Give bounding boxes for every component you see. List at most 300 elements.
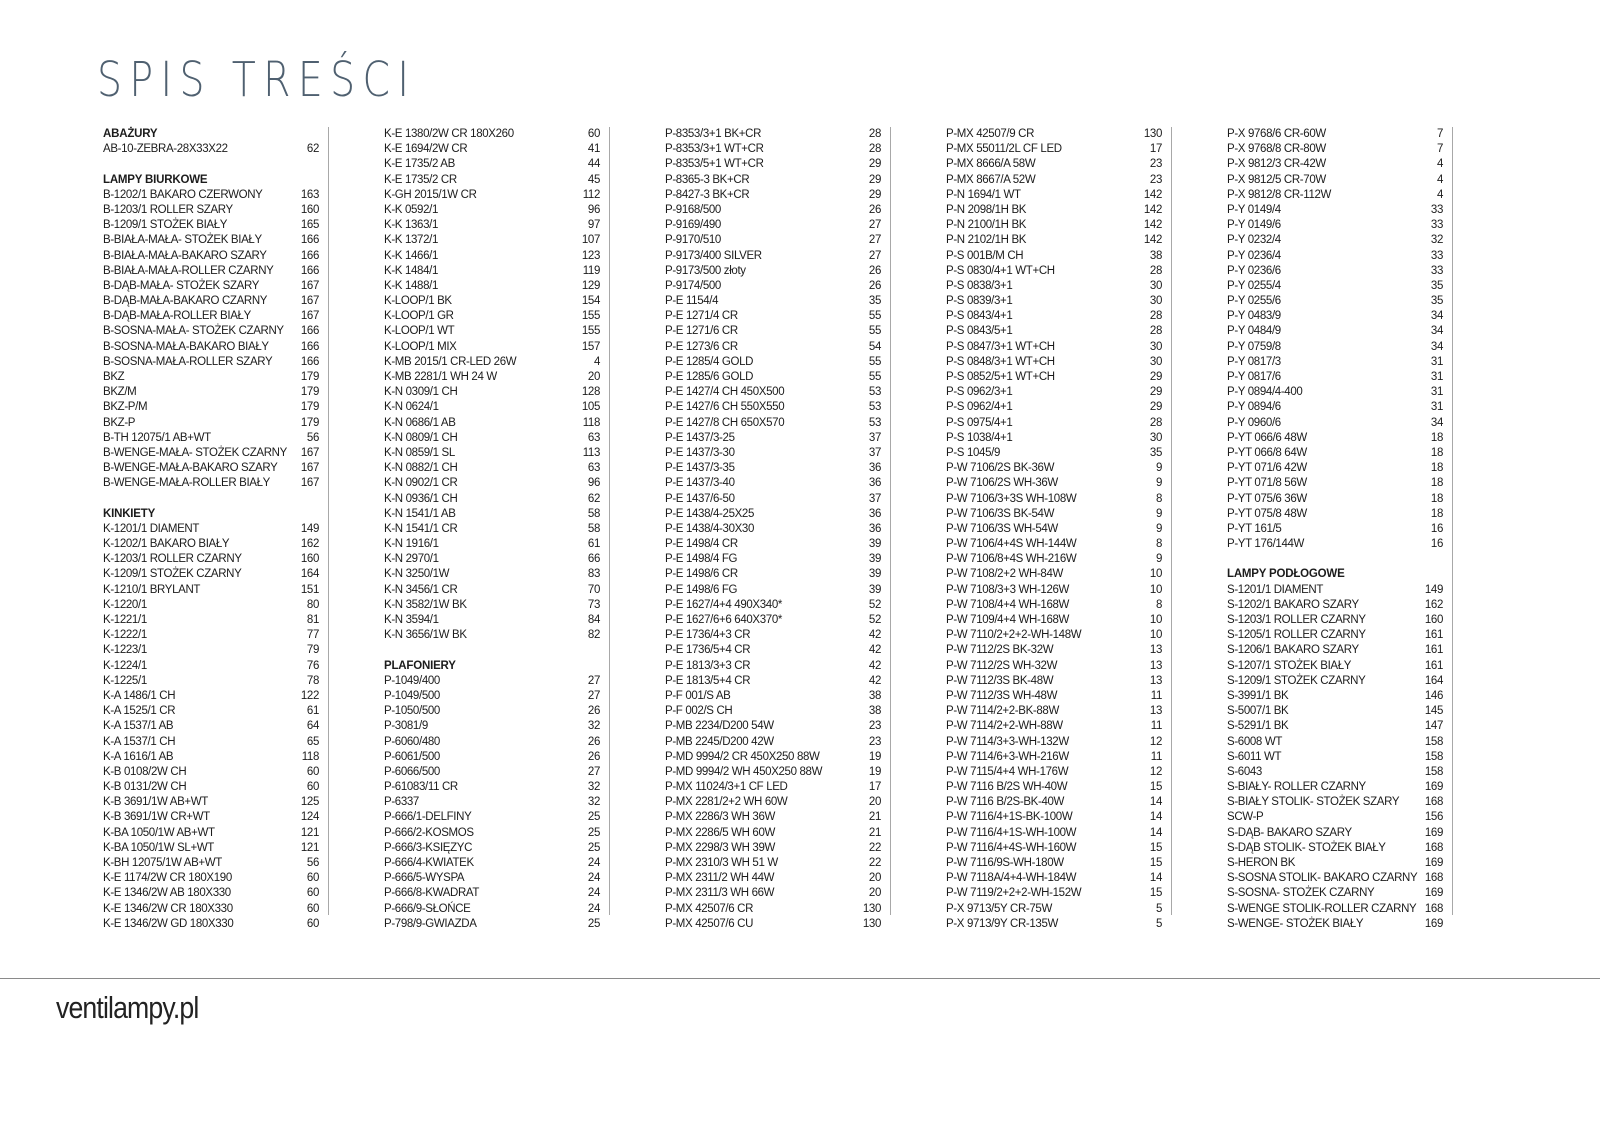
product-code: P-W 7112/3S BK-48W xyxy=(946,674,1054,687)
product-code: P-MX 8666/A 58W xyxy=(946,158,1036,171)
index-entry xyxy=(946,628,1162,643)
index-entry xyxy=(384,188,600,203)
index-entry xyxy=(665,233,881,248)
page-number: 164 xyxy=(1424,674,1443,687)
section-heading-label: ABAŻURY xyxy=(103,128,158,140)
page-number: 149 xyxy=(300,522,319,535)
index-entry xyxy=(1227,750,1443,765)
product-code: P-YT 066/8 64W xyxy=(1227,446,1307,459)
page-number: 142 xyxy=(1143,219,1162,232)
product-code: P-Y 0894/6 xyxy=(1227,401,1281,414)
product-code: K-GH 2015/1W CR xyxy=(384,188,477,201)
product-code: P-S 001B/M CH xyxy=(946,249,1024,262)
product-code: P-MX 11024/3+1 CF LED xyxy=(665,781,788,794)
index-entry xyxy=(665,917,881,932)
product-code: P-6060/480 xyxy=(384,735,440,748)
product-code: P-MX 42507/9 CR xyxy=(946,128,1035,140)
page-number: 60 xyxy=(587,128,600,140)
page-number: 20 xyxy=(587,371,600,383)
index-entry xyxy=(1227,902,1443,917)
product-code: P-MX 2281/2+2 WH 60W xyxy=(665,796,788,809)
index-column xyxy=(103,127,319,932)
product-code: K-E 1694/2W CR xyxy=(384,143,468,156)
product-code: P-S 0847/3+1 WT+CH xyxy=(946,340,1055,353)
product-code: P-YT 176/144W xyxy=(1227,538,1305,551)
page-number: 163 xyxy=(300,188,319,201)
index-entry xyxy=(384,400,600,415)
index-entry xyxy=(946,370,1162,385)
page-number: 7 xyxy=(1436,128,1443,140)
page-number: 27 xyxy=(587,689,600,702)
index-entry xyxy=(1227,127,1443,142)
section-heading xyxy=(384,659,600,674)
product-code: S-5291/1 BK xyxy=(1227,720,1289,733)
index-entry xyxy=(384,127,600,142)
page-number: 4 xyxy=(1436,188,1443,201)
footer-divider xyxy=(0,978,1600,979)
product-code: K-A 1537/1 AB xyxy=(103,720,174,733)
product-code: K-K 1484/1 xyxy=(384,264,439,277)
product-code: P-W 7112/2S BK-32W xyxy=(946,644,1054,657)
index-entry xyxy=(1227,765,1443,780)
index-entry xyxy=(665,567,881,582)
index-entry xyxy=(665,264,881,279)
product-code: B-WENGE-MAŁA-BAKARO SZARY xyxy=(103,462,278,475)
product-code: K-1223/1 xyxy=(103,644,147,657)
product-code: P-Y 0236/6 xyxy=(1227,264,1281,277)
index-entry xyxy=(103,871,319,886)
page-number: 28 xyxy=(1149,264,1162,277)
index-entry xyxy=(946,476,1162,491)
page-number: 17 xyxy=(1149,143,1162,156)
page-number: 33 xyxy=(1430,203,1443,216)
index-entry xyxy=(1227,659,1443,674)
product-code: P-S 0830/4+1 WT+CH xyxy=(946,264,1055,277)
index-entry xyxy=(665,598,881,613)
product-code: S-DĄB- BAKARO SZARY xyxy=(1227,826,1352,839)
product-code: K-N 3250/1W xyxy=(384,568,450,581)
page-number: 166 xyxy=(300,234,319,247)
product-code: P-E 1427/8 CH 650X570 xyxy=(665,416,785,429)
page-number: 169 xyxy=(1424,857,1443,869)
product-code: P-8353/3+1 BK+CR xyxy=(665,128,762,140)
page-number: 45 xyxy=(587,173,600,186)
page-number: 4 xyxy=(593,355,600,368)
product-code: P-W 7115/4+4 WH-176W xyxy=(946,765,1069,778)
index-entry xyxy=(946,218,1162,233)
index-entry xyxy=(946,446,1162,461)
product-code: P-S 1045/9 xyxy=(946,446,1001,459)
index-entry xyxy=(384,628,600,643)
index-entry xyxy=(946,719,1162,734)
product-code: B-SOSNA-MAŁA-BAKARO BIAŁY xyxy=(103,340,269,353)
product-code: P-YT 066/6 48W xyxy=(1227,431,1307,444)
page-number: 24 xyxy=(587,887,600,900)
page-number: 21 xyxy=(868,811,881,824)
page-number: 52 xyxy=(868,598,881,611)
section-spacer xyxy=(384,643,600,658)
page-number: 9 xyxy=(1155,507,1162,520)
index-entry xyxy=(946,750,1162,765)
index-entry xyxy=(103,188,319,203)
index-entry xyxy=(1227,507,1443,522)
index-entry xyxy=(665,400,881,415)
product-code: P-E 1437/3-30 xyxy=(665,446,735,459)
product-code: K-N 1541/1 AB xyxy=(384,507,456,520)
page-number: 82 xyxy=(587,629,600,642)
product-code: P-Y 0817/6 xyxy=(1227,371,1281,383)
page-number: 30 xyxy=(1149,431,1162,444)
product-code: K-N 0809/1 CH xyxy=(384,431,458,444)
index-entry xyxy=(665,659,881,674)
index-entry xyxy=(665,795,881,810)
product-code: P-S 0843/5+1 xyxy=(946,325,1013,338)
page-number: 16 xyxy=(1430,522,1443,535)
product-code: K-1201/1 DIAMENT xyxy=(103,522,200,535)
page-number: 125 xyxy=(300,796,319,809)
product-code: P-X 9768/6 CR-60W xyxy=(1227,128,1326,140)
index-entry xyxy=(946,810,1162,825)
product-code: P-W 7112/2S WH-32W xyxy=(946,659,1058,672)
product-code: K-1221/1 xyxy=(103,614,147,626)
page-number: 154 xyxy=(581,295,600,308)
index-entry xyxy=(1227,871,1443,886)
page-number: 60 xyxy=(306,887,319,900)
index-entry xyxy=(665,750,881,765)
product-code: S-SOSNA- STOŻEK CZARNY xyxy=(1227,887,1375,900)
index-entry xyxy=(384,552,600,567)
index-entry xyxy=(665,416,881,431)
index-entry xyxy=(103,370,319,385)
index-entry xyxy=(946,826,1162,841)
product-code: K-1220/1 xyxy=(103,598,147,611)
index-entry xyxy=(946,856,1162,871)
index-entry xyxy=(103,340,319,355)
product-code: K-K 1466/1 xyxy=(384,249,439,262)
index-entry xyxy=(103,628,319,643)
page-number: 19 xyxy=(868,765,881,778)
product-code: P-MX 2298/3 WH 39W xyxy=(665,841,776,854)
product-code: K-MB 2015/1 CR-LED 26W xyxy=(384,355,517,368)
page-number: 18 xyxy=(1430,431,1443,444)
product-code: P-E 1498/4 FG xyxy=(665,553,738,566)
section-heading-label: KINKIETY xyxy=(103,507,156,520)
index-entry xyxy=(1227,583,1443,598)
page-number: 149 xyxy=(1424,583,1443,596)
page-number: 28 xyxy=(1149,325,1162,338)
page-number: 164 xyxy=(300,568,319,581)
page-number: 41 xyxy=(587,143,600,156)
product-code: S-1201/1 DIAMENT xyxy=(1227,583,1324,596)
page-number: 18 xyxy=(1430,462,1443,475)
product-code: B-1203/1 ROLLER SZARY xyxy=(103,203,233,216)
product-code: P-MB 2245/D200 42W xyxy=(665,735,774,748)
index-entry xyxy=(384,522,600,537)
page-number: 79 xyxy=(306,644,319,657)
index-entry xyxy=(384,218,600,233)
page-number: 166 xyxy=(300,325,319,338)
product-code: K-B 3691/1W AB+WT xyxy=(103,796,208,809)
index-entry xyxy=(1227,674,1443,689)
index-entry xyxy=(1227,537,1443,552)
product-code: P-W 7116/9S-WH-180W xyxy=(946,857,1064,869)
index-entry xyxy=(384,476,600,491)
page-number: 27 xyxy=(587,765,600,778)
product-code: B-BIAŁA-MAŁA- STOŻEK BIAŁY xyxy=(103,234,262,247)
product-code: S-HERON BK xyxy=(1227,857,1296,869)
page-number: 42 xyxy=(868,644,881,657)
index-entry xyxy=(1227,446,1443,461)
index-entry xyxy=(665,370,881,385)
product-code: K-E 1735/2 CR xyxy=(384,173,457,186)
section-heading-label: LAMPY BIURKOWE xyxy=(103,173,208,186)
page-number: 169 xyxy=(1424,917,1443,930)
page-number: 5 xyxy=(1155,917,1162,930)
index-entry xyxy=(384,233,600,248)
page-number: 128 xyxy=(581,386,600,399)
product-code: P-S 0843/4+1 xyxy=(946,310,1013,323)
product-code: P-YT 161/5 xyxy=(1227,522,1282,535)
index-entry xyxy=(103,522,319,537)
page-number: 15 xyxy=(1149,857,1162,869)
page-number: 22 xyxy=(868,841,881,854)
product-code: K-E 1346/2W AB 180X330 xyxy=(103,887,231,900)
product-code: BKZ/M xyxy=(103,386,137,399)
product-code: K-A 1525/1 CR xyxy=(103,705,176,718)
page-number: 30 xyxy=(1149,355,1162,368)
page-number: 11 xyxy=(1150,689,1162,702)
index-entry xyxy=(384,750,600,765)
index-entry xyxy=(1227,826,1443,841)
page-number: 18 xyxy=(1430,446,1443,459)
page-number: 42 xyxy=(868,674,881,687)
product-code: P-W 7110/2+2+2-WH-148W xyxy=(946,629,1082,642)
product-code: P-E 1271/6 CR xyxy=(665,325,738,338)
product-code: P-S 0962/3+1 xyxy=(946,386,1013,399)
page-number: 58 xyxy=(587,507,600,520)
page-number: 158 xyxy=(1424,750,1443,763)
page-number: 73 xyxy=(587,598,600,611)
page-number: 28 xyxy=(868,143,881,156)
product-code: P-E 1437/6-50 xyxy=(665,492,735,505)
product-code: S-1202/1 BAKARO SZARY xyxy=(1227,598,1359,611)
index-entry xyxy=(384,780,600,795)
product-code: S-3991/1 BK xyxy=(1227,689,1289,702)
product-code: P-W 7112/3S WH-48W xyxy=(946,689,1058,702)
index-entry xyxy=(384,902,600,917)
page-number: 130 xyxy=(1143,128,1162,140)
index-entry xyxy=(103,142,319,157)
page-number: 36 xyxy=(868,462,881,475)
page-number: 29 xyxy=(1149,386,1162,399)
page-number: 26 xyxy=(868,264,881,277)
page-number: 54 xyxy=(868,340,881,353)
product-code: P-MX 55011/2L CF LED xyxy=(946,143,1062,156)
page-number: 10 xyxy=(1149,614,1162,626)
product-code: K-N 2970/1 xyxy=(384,553,439,566)
page-number: 8 xyxy=(1155,492,1162,505)
product-code: P-W 7106/3S BK-54W xyxy=(946,507,1055,520)
product-code: B-TH 12075/1 AB+WT xyxy=(103,431,211,444)
index-entry xyxy=(103,309,319,324)
section-spacer xyxy=(103,492,319,507)
page-number: 10 xyxy=(1149,629,1162,642)
section-heading xyxy=(103,507,319,522)
index-entry xyxy=(665,628,881,643)
page-number: 168 xyxy=(1424,902,1443,915)
index-entry xyxy=(384,674,600,689)
product-code: P-798/9-GWIAZDA xyxy=(384,917,477,930)
index-entry xyxy=(1227,249,1443,264)
index-entry xyxy=(1227,598,1443,613)
product-code: K-LOOP/1 WT xyxy=(384,325,455,338)
index-entry xyxy=(946,537,1162,552)
index-entry xyxy=(384,765,600,780)
index-entry xyxy=(103,218,319,233)
page-number: 66 xyxy=(587,553,600,566)
index-entry xyxy=(384,279,600,294)
product-code: P-W 7106/2S WH-36W xyxy=(946,477,1058,490)
page-number: 63 xyxy=(587,431,600,444)
page-number: 12 xyxy=(1149,735,1162,748)
index-entry xyxy=(665,856,881,871)
index-entry xyxy=(946,279,1162,294)
product-code: P-3081/9 xyxy=(384,720,428,733)
page-number: 84 xyxy=(587,614,600,626)
product-code: P-X 9768/8 CR-80W xyxy=(1227,143,1326,156)
section-heading-label: PLAFONIERY xyxy=(384,659,456,672)
index-entry xyxy=(1227,309,1443,324)
product-code: P-W 7116 B/2S WH-40W xyxy=(946,781,1068,794)
page-number: 64 xyxy=(306,720,319,733)
product-code: P-666/4-KWIATEK xyxy=(384,857,474,869)
index-entry xyxy=(946,583,1162,598)
index-entry xyxy=(946,203,1162,218)
index-column xyxy=(946,127,1162,932)
index-entry xyxy=(103,446,319,461)
product-code: K-1203/1 ROLLER CZARNY xyxy=(103,553,242,566)
product-code: P-W 7106/2S BK-36W xyxy=(946,462,1055,475)
page-number: 27 xyxy=(587,674,600,687)
index-entry xyxy=(665,522,881,537)
index-entry xyxy=(665,294,881,309)
product-code: P-S 0839/3+1 xyxy=(946,295,1013,308)
product-code: P-6337 xyxy=(384,796,419,809)
page-number: 13 xyxy=(1149,674,1162,687)
index-entry xyxy=(103,674,319,689)
page-number: 35 xyxy=(1149,446,1162,459)
page-number: 77 xyxy=(306,629,319,642)
product-code: K-MB 2281/1 WH 24 W xyxy=(384,371,497,383)
page-number: 29 xyxy=(868,173,881,186)
product-code: P-Y 0255/6 xyxy=(1227,295,1281,308)
index-entry xyxy=(1227,173,1443,188)
page-number: 8 xyxy=(1155,538,1162,551)
page-number: 13 xyxy=(1149,705,1162,718)
index-entry xyxy=(103,856,319,871)
page-number: 60 xyxy=(306,872,319,885)
index-entry xyxy=(1227,461,1443,476)
product-code: P-Y 0232/4 xyxy=(1227,234,1281,247)
page-number: 37 xyxy=(868,431,881,444)
page-number: 29 xyxy=(868,188,881,201)
index-entry xyxy=(1227,917,1443,932)
index-entry xyxy=(384,704,600,719)
product-code: P-E 1627/4+4 490X340* xyxy=(665,598,783,611)
index-entry xyxy=(1227,264,1443,279)
page-number: 167 xyxy=(300,462,319,475)
product-code: P-W 7106/3+3S WH-108W xyxy=(946,492,1077,505)
product-code: P-E 1813/3+3 CR xyxy=(665,659,751,672)
index-entry xyxy=(384,689,600,704)
index-entry xyxy=(665,492,881,507)
index-entry xyxy=(384,795,600,810)
index-entry xyxy=(384,492,600,507)
page-number: 166 xyxy=(300,249,319,262)
index-entry xyxy=(665,340,881,355)
product-code: K-1225/1 xyxy=(103,674,147,687)
column-divider xyxy=(328,127,329,915)
page-number: 26 xyxy=(868,279,881,292)
product-code: P-MX 2286/5 WH 60W xyxy=(665,826,776,839)
page-number: 9 xyxy=(1155,522,1162,535)
index-entry xyxy=(384,871,600,886)
product-code: B-SOSNA-MAŁA- STOŻEK CZARNY xyxy=(103,325,284,338)
product-code: K-E 1735/2 AB xyxy=(384,158,455,171)
product-code: K-N 0936/1 CH xyxy=(384,492,458,505)
page-number: 97 xyxy=(587,219,600,232)
product-code: K-E 1346/2W CR 180X330 xyxy=(103,902,233,915)
product-code: P-1049/500 xyxy=(384,689,440,702)
product-code: P-N 2102/1H BK xyxy=(946,234,1027,247)
index-entry xyxy=(103,795,319,810)
page-number: 38 xyxy=(868,689,881,702)
page-number: 9 xyxy=(1155,462,1162,475)
index-entry xyxy=(665,157,881,172)
index-entry xyxy=(665,643,881,658)
page-number: 34 xyxy=(1430,416,1443,429)
index-entry xyxy=(384,340,600,355)
page-number: 162 xyxy=(300,538,319,551)
index-entry xyxy=(665,841,881,856)
page-number: 34 xyxy=(1430,310,1443,323)
page-number: 55 xyxy=(868,355,881,368)
index-entry xyxy=(946,917,1162,932)
product-code: P-E 1285/6 GOLD xyxy=(665,371,754,383)
product-code: K-B 0108/2W CH xyxy=(103,765,187,778)
page-number: 35 xyxy=(1430,295,1443,308)
product-code: P-8365-3 BK+CR xyxy=(665,173,750,186)
index-entry xyxy=(665,583,881,598)
page-number: 53 xyxy=(868,416,881,429)
product-code: P-W 7108/3+3 WH-126W xyxy=(946,583,1070,596)
index-column xyxy=(1227,127,1443,932)
page-number: 26 xyxy=(868,203,881,216)
product-code: K-B 0131/2W CH xyxy=(103,781,187,794)
index-entry xyxy=(1227,856,1443,871)
page-number: 52 xyxy=(868,614,881,626)
index-entry xyxy=(384,294,600,309)
index-entry xyxy=(946,416,1162,431)
product-code: K-LOOP/1 BK xyxy=(384,295,452,308)
page-number: 53 xyxy=(868,401,881,414)
page-number: 70 xyxy=(587,583,600,596)
index-entry xyxy=(1227,795,1443,810)
page-number: 28 xyxy=(1149,310,1162,323)
product-code: K-1224/1 xyxy=(103,659,147,672)
page-number: 31 xyxy=(1430,371,1443,383)
index-entry xyxy=(384,613,600,628)
